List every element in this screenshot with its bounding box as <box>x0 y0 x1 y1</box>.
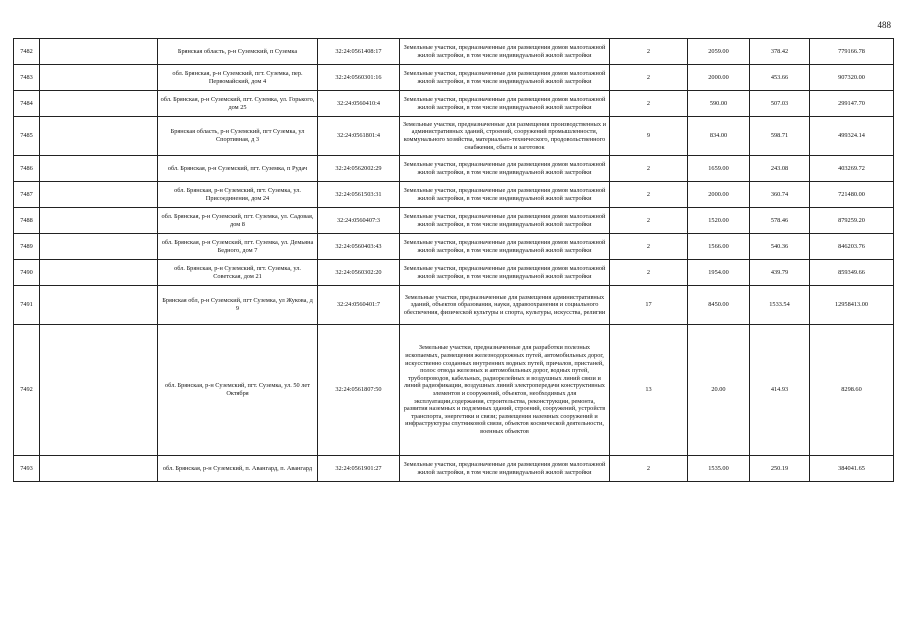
cadastral-number-cell: 32:24:0561901:27 <box>318 456 400 482</box>
spacer-cell <box>40 182 158 208</box>
land-use-cell: Земельные участки, предназначенные для размещения домов малоэтажной жилой застройки, в том числе индивидуальной жилой застройки <box>400 39 610 65</box>
area-cell: 834.00 <box>688 117 750 156</box>
cadastral-number-cell: 32:24:0561807:50 <box>318 325 400 456</box>
row-number: 7487 <box>14 182 40 208</box>
table-row <box>14 65 894 91</box>
table-row <box>14 456 894 482</box>
row-number: 7492 <box>14 325 40 456</box>
land-use-cell: Земельные участки, предназначенные для размещения домов малоэтажной жилой застройки, в том числе индивидуальной жилой застройки <box>400 91 610 117</box>
cadastral-value-cell: 859349.66 <box>810 260 894 286</box>
cadastral-value-cell: 8298.60 <box>810 325 894 456</box>
cadastral-number-cell: 32:24:0561408:17 <box>318 39 400 65</box>
use-group-cell: 2 <box>610 234 688 260</box>
area-cell: 1535.00 <box>688 456 750 482</box>
cadastral-number-cell: 32:24:0562002:29 <box>318 156 400 182</box>
table-row <box>14 234 894 260</box>
table-row <box>14 260 894 286</box>
specific-value-cell: 598.71 <box>750 117 810 156</box>
area-cell: 1566.00 <box>688 234 750 260</box>
land-use-cell: Земельные участки, предназначенные для размещения домов малоэтажной жилой застройки, в том числе индивидуальной жилой застройки <box>400 208 610 234</box>
table-row <box>14 325 894 456</box>
address-cell: обл. Брянская, р-н Суземский, пгт. Суземка, пер. Первомайский, дом 4 <box>158 65 318 91</box>
specific-value-cell: 378.42 <box>750 39 810 65</box>
land-use-cell: Земельные участки, предназначенные для размещения домов малоэтажной жилой застройки, в том числе индивидуальной жилой застройки <box>400 182 610 208</box>
use-group-cell: 2 <box>610 91 688 117</box>
cadastral-value-cell: 403269.72 <box>810 156 894 182</box>
specific-value-cell: 540.36 <box>750 234 810 260</box>
cadastral-value-cell: 846203.76 <box>810 234 894 260</box>
address-cell: обл. Брянская, р-н Суземский, пгт. Суземка, ул. Советская, дом 21 <box>158 260 318 286</box>
cadastral-value-cell: 384041.65 <box>810 456 894 482</box>
land-use-cell: Земельные участки, предназначенные для размещения домов малоэтажной жилой застройки, в том числе индивидуальной жилой застройки <box>400 260 610 286</box>
address-cell: обл. Брянская, р-н Суземский, пгт. Суземка, ул. Горького, дом 25 <box>158 91 318 117</box>
row-number: 7489 <box>14 234 40 260</box>
row-number: 7488 <box>14 208 40 234</box>
land-use-cell: Земельные участки, предназначенные для размещения домов малоэтажной жилой застройки, в том числе индивидуальной жилой застройки <box>400 456 610 482</box>
cadastral-number-cell: 32:24:0560403:43 <box>318 234 400 260</box>
specific-value-cell: 453.66 <box>750 65 810 91</box>
address-cell: Брянская область, р-н Суземский, п Суземка <box>158 39 318 65</box>
area-cell: 590.00 <box>688 91 750 117</box>
spacer-cell <box>40 91 158 117</box>
spacer-cell <box>40 65 158 91</box>
cadastral-number-cell: 32:24:0560407:3 <box>318 208 400 234</box>
cadastral-value-cell: 12958413.00 <box>810 286 894 325</box>
specific-value-cell: 243.08 <box>750 156 810 182</box>
use-group-cell: 2 <box>610 39 688 65</box>
spacer-cell <box>40 325 158 456</box>
spacer-cell <box>40 156 158 182</box>
use-group-cell: 13 <box>610 325 688 456</box>
land-registry-table <box>13 38 894 482</box>
address-cell: Брянская область, р-н Суземский, пгт Суземка, ул Спортивная, д 3 <box>158 117 318 156</box>
address-cell: обл. Брянская, р-н Суземский, пгт. Суземка, ул. Демьяна Бедного, дом 7 <box>158 234 318 260</box>
area-cell: 2000.00 <box>688 182 750 208</box>
specific-value-cell: 507.03 <box>750 91 810 117</box>
use-group-cell: 9 <box>610 117 688 156</box>
table-row <box>14 156 894 182</box>
table-row <box>14 182 894 208</box>
cadastral-number-cell: 32:24:0561503:31 <box>318 182 400 208</box>
area-cell: 2059.00 <box>688 39 750 65</box>
use-group-cell: 17 <box>610 286 688 325</box>
address-cell: обл. Брянская, р-н Суземский, пгт. Суземка, п Рудач <box>158 156 318 182</box>
address-cell: обл. Брянская, р-н Суземский, пгт. Суземка, ул. Присоединения, дом 24 <box>158 182 318 208</box>
specific-value-cell: 250.19 <box>750 456 810 482</box>
row-number: 7483 <box>14 65 40 91</box>
land-use-cell: Земельные участки, предназначенные для размещения домов малоэтажной жилой застройки, в том числе индивидуальной жилой застройки <box>400 234 610 260</box>
specific-value-cell: 578.46 <box>750 208 810 234</box>
use-group-cell: 2 <box>610 156 688 182</box>
table-row <box>14 91 894 117</box>
table-row <box>14 286 894 325</box>
cadastral-value-cell: 879259.20 <box>810 208 894 234</box>
table-body <box>14 39 894 482</box>
area-cell: 8450.00 <box>688 286 750 325</box>
row-number: 7482 <box>14 39 40 65</box>
address-cell: обл. Брянская, р-н Суземский, п. Авангард, п. Авангард <box>158 456 318 482</box>
cadastral-number-cell: 32:24:0561801:4 <box>318 117 400 156</box>
use-group-cell: 2 <box>610 456 688 482</box>
page-number: 488 <box>877 20 891 30</box>
table-row <box>14 39 894 65</box>
spacer-cell <box>40 39 158 65</box>
land-use-cell: Земельные участки, предназначенные для размещения домов малоэтажной жилой застройки, в том числе индивидуальной жилой застройки <box>400 65 610 91</box>
specific-value-cell: 1533.54 <box>750 286 810 325</box>
spacer-cell <box>40 456 158 482</box>
cadastral-value-cell: 779166.78 <box>810 39 894 65</box>
row-number: 7485 <box>14 117 40 156</box>
specific-value-cell: 414.93 <box>750 325 810 456</box>
spacer-cell <box>40 208 158 234</box>
area-cell: 1659.00 <box>688 156 750 182</box>
cadastral-number-cell: 32:24:0560302:20 <box>318 260 400 286</box>
cadastral-value-cell: 907320.00 <box>810 65 894 91</box>
cadastral-value-cell: 499324.14 <box>810 117 894 156</box>
row-number: 7484 <box>14 91 40 117</box>
area-cell: 1954.00 <box>688 260 750 286</box>
land-use-cell: Земельные участки, предназначенные для разработки полезных ископаемых, размещения железнодорожных путей, автомобильных дорог, искусственно созданных внутренних водных путей, причалов, пристаней, полос отвода железных и автомобильных дорог, водных путей, трубопроводов, кабельных, радиорелейных и воздушных линий связи и линий радиофикации, воздушных линий электропередачи конструктивных элементов и сооружений, объектов, необходимых для эксплуатации,содержания, строительства, реконструкции, ремонта, развития наземных и подземных зданий, строений, сооружений, устройств транспорта, энергетики и связи; размещения наземных сооружений и инфраструктуры спутниковой связи, объектов космической деятельности, военных объектов <box>400 325 610 456</box>
use-group-cell: 2 <box>610 182 688 208</box>
area-cell: 20.00 <box>688 325 750 456</box>
use-group-cell: 2 <box>610 260 688 286</box>
cadastral-number-cell: 32:24:0560301:16 <box>318 65 400 91</box>
row-number: 7490 <box>14 260 40 286</box>
specific-value-cell: 439.79 <box>750 260 810 286</box>
table-row <box>14 117 894 156</box>
row-number: 7493 <box>14 456 40 482</box>
cadastral-value-cell: 721480.00 <box>810 182 894 208</box>
cadastral-number-cell: 32:24:0560401:7 <box>318 286 400 325</box>
cadastral-number-cell: 32:24:0560410:4 <box>318 91 400 117</box>
land-use-cell: Земельные участки, предназначенные для размещения производственных и административных зданий, строений, сооружений промышленности, коммунального хозяйства, материально-технического, продовольственного снабжения, сбыта и заготовок <box>400 117 610 156</box>
land-use-cell: Земельные участки, предназначенные для размещения административных зданий, объектов образования, науки, здравоохранения и социального обеспечения, физической культуры и спорта, культуры, искусства, религии <box>400 286 610 325</box>
spacer-cell <box>40 286 158 325</box>
address-cell: обл. Брянская, р-н Суземский, пгт. Суземка, ул. 50 лет Октября <box>158 325 318 456</box>
specific-value-cell: 360.74 <box>750 182 810 208</box>
address-cell: Брянская обл, р-н Суземский, пгт Суземка, ул Жукова, д 9 <box>158 286 318 325</box>
table-row <box>14 208 894 234</box>
land-use-cell: Земельные участки, предназначенные для размещения домов малоэтажной жилой застройки, в том числе индивидуальной жилой застройки <box>400 156 610 182</box>
use-group-cell: 2 <box>610 208 688 234</box>
row-number: 7486 <box>14 156 40 182</box>
cadastral-value-cell: 299147.70 <box>810 91 894 117</box>
spacer-cell <box>40 260 158 286</box>
spacer-cell <box>40 234 158 260</box>
area-cell: 1520.00 <box>688 208 750 234</box>
spacer-cell <box>40 117 158 156</box>
use-group-cell: 2 <box>610 65 688 91</box>
address-cell: обл. Брянская, р-н Суземский, пгт. Суземка, ул. Садовая, дом 8 <box>158 208 318 234</box>
area-cell: 2000.00 <box>688 65 750 91</box>
row-number: 7491 <box>14 286 40 325</box>
